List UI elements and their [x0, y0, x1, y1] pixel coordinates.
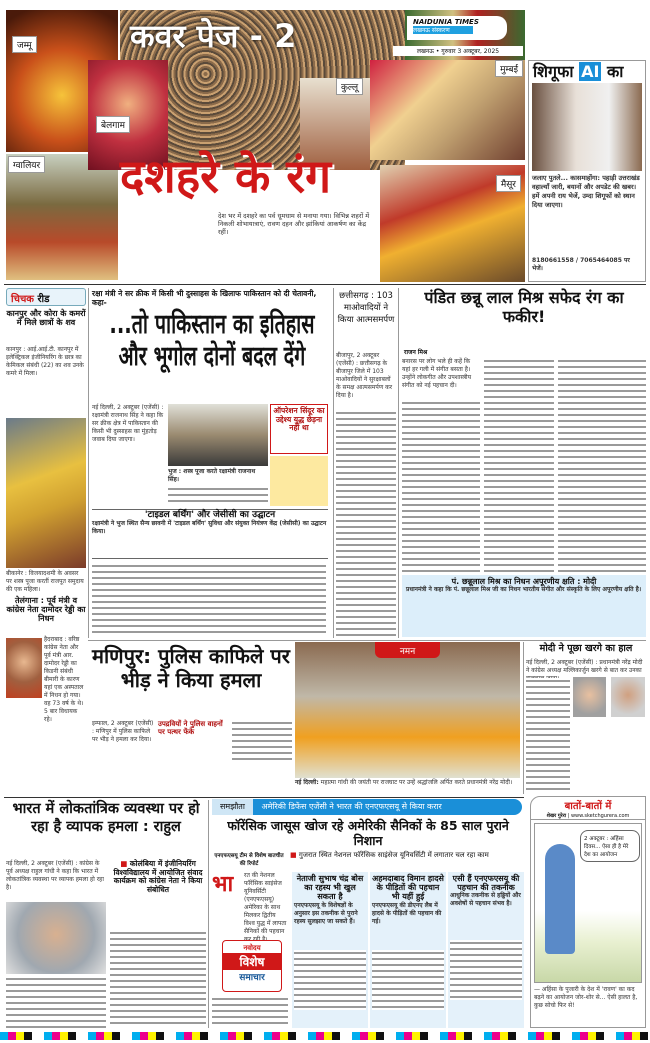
brand-edition: लखनऊ संस्करण: [413, 26, 473, 34]
tidal-berthing-text: रक्षामंत्री ने भुज स्थित सैन्य छावनी में 'टाइडल बर्थिंग' सुविधा और संयुक्त नियंत्रण केंद्र (जेसीसी) का उद्घाटन किया।: [92, 520, 327, 536]
modi-headline: मोदी ने पूछा खरगे का हाल: [539, 643, 633, 654]
modi-tribute-headline: पं. छन्नूलाल मिश्र का निधन अपूरणीय क्षति : मोदी: [451, 577, 597, 586]
photo-label: मैसूर: [496, 175, 521, 192]
badge-bottom: समाचार: [239, 973, 265, 983]
forensic-box-text: एनएफएसयू के विशेषज्ञों के अनुसार इस तकनीक से पुराने रहस्य सुलझाए जा सकते हैं।: [294, 901, 358, 925]
photo-label: मुम्बई: [495, 60, 523, 77]
quote-box: [270, 404, 328, 454]
shigufa-text: जलाए पुतले... कासमाहोंगा: पहाड़ी उत्तराखंड वहाल्याँ जारी, बयानों और अपडेट की खबर। हमें अपनी राय भेजें, उम्दा शिगूफों को स्थान दिया जाएगा।: [532, 174, 640, 210]
photo-label: ग्वालियर: [8, 156, 45, 173]
photo-damodar-reddy: [6, 638, 42, 698]
forensic-box-1: [292, 872, 368, 1028]
chhannulal-headline: पंडित छन्नू लाल मिश्र सफेद रंग का फकीर!: [424, 288, 624, 326]
sidebar-story2-headline: तेलंगाना : पूर्व मंत्री व कांग्रेस नेता दामोदर रेड्डी का निधन: [6, 596, 86, 624]
manipur-body: [232, 720, 292, 760]
shigufa-title-post: का: [607, 62, 624, 81]
cartoon-figure: [545, 844, 575, 954]
dussehra-title: दशहरे के रंग: [120, 149, 332, 203]
badge-post: रीड: [37, 294, 50, 305]
sidebar-story2-text: हैदराबाद : वरिष्ठ कांग्रेस नेता और पूर्व मंत्री आर. दामोदर रेड्डी का किडनी संबंधी बीमारी के कारण यहां एक अस्पताल में निधन हो गया। वह 73 वर्ष के थे। 5 बार विधायक रहे।: [44, 636, 84, 723]
forensic-body: [212, 996, 288, 1028]
photo-modi: [573, 677, 606, 717]
brand-name: NAIDUNIA TIMES: [413, 18, 479, 26]
cartoon-bubble: 2 अक्टूबर : अहिंसा दिवस... ऐसा ही है मेरे देश का आयोजन: [580, 830, 640, 862]
forensic-kicker: अमेरिकी डिफेंस एजेंसी ने भारत की एनएफएसयू से किया करार: [261, 802, 442, 811]
navodaya-special-badge: [222, 940, 282, 992]
chhannulal-body-col2: [484, 358, 554, 572]
lead-kicker: रक्षा मंत्री ने सर क्रीक में किसी भी दुस्साहस के खिलाफ पाकिस्तान को दी चेतावनी, कहा-: [92, 289, 317, 307]
forensic-tag: समझौता: [212, 799, 253, 815]
lead-text-col2: [168, 486, 268, 506]
chhannulal-body: [402, 400, 480, 572]
color-registration-strip: [0, 1032, 650, 1040]
manipur-headline: मणिपुर: पुलिस काफिले पर भीड़ ने किया हमला: [92, 644, 290, 692]
bullet-icon: ■: [120, 859, 128, 868]
photo-mumbai: [370, 60, 525, 160]
lead-photo-caption: भुज : शस्त्र पूजा करते रक्षामंत्री राजनाथ सिंह।: [168, 468, 256, 483]
tidal-berthing-box: [92, 509, 328, 559]
rahul-headline: भारत में लोकतांत्रिक व्यवस्था पर हो रहा है व्यापक हमला : राहुल: [12, 801, 200, 835]
rahul-body: [6, 976, 106, 1028]
photo-mysore: [380, 165, 525, 282]
naman-caption: [295, 779, 520, 796]
lead-body-text: [92, 563, 326, 635]
forensic-boxes: [292, 872, 524, 1028]
brand-box: [407, 16, 507, 40]
shigufa-image: [532, 83, 642, 171]
manipur-pullquote: उपद्रवियों ने पुलिस वाहनों पर पत्थर फेंके: [158, 720, 223, 737]
shigufa-contact: 8180661558 / 7065464085 पर भेजें।: [532, 257, 630, 273]
forensic-box-headline: अहमदाबाद विमान हादसे के पीड़ितों की पहचान भी यहीं हुई: [372, 874, 444, 902]
divider: [88, 288, 89, 638]
badge-top: नवोदय: [243, 944, 261, 952]
cartoon-image: [534, 823, 642, 983]
lead-text: नई दिल्ली, 2 अक्टूबर (एजेंसी) : रक्षामंत्री राजनाथ सिंह ने कहा कि सर क्रीक क्षेत्र में पाकिस्तान की किसी भी दुस्साहस का मुंहतोड़ जवाब दिया जाएगा।: [92, 404, 164, 443]
naman-caption-text: महात्मा गांधी की जयंती पर राजघाट पर उन्हें श्रद्धांजलि अर्पित करते प्रधानमंत्री नरेंद्र मोदी।: [320, 779, 513, 786]
shigufa-title-pre: शिगूफा: [533, 62, 574, 81]
forensic-box-body: [294, 950, 366, 1010]
manipur-text: इम्फाल, 2 अक्टूबर (एजेंसी) : मणिपुर में पुलिस काफिले पर भीड़ ने हमला कर दिया।: [92, 720, 154, 743]
rahul-subheadline-text: कोलंबिया में इंजीनियरिंग विश्वविद्यालय में आयोजित संवाद कार्यक्रम को कांग्रेस नेता ने किया संबोधित: [113, 859, 203, 894]
photo-label: कुल्लू: [336, 78, 363, 95]
photo-bikaner: [6, 418, 86, 568]
sidebar-story1-text: कानपुर : आई.आई.टी. कानपुर में इलेक्ट्रिकल इंजीनियरिंग के छात्र का केमिकल संबंधी (22) का शव उनके कमरे में मिला।: [6, 346, 84, 377]
chhannulal-text: बनारस पर लोग भले ही कहें कि यहां हर गली में संगीत बसता है। उन्होंने लोकगीत और उपशास्त्रीय संगीत को नई पहचान दी।: [402, 358, 472, 389]
shigufa-box: [528, 60, 646, 282]
badge-mid: विशेष: [223, 953, 281, 970]
forensic-box-headline: नेताजी सुभाष चंद्र बोस का रहस्य भी खुल सकता है: [296, 874, 364, 902]
photo-kharge: [611, 677, 645, 717]
modi-tribute-text: प्रधानमंत्री ने कहा कि पं. छन्नूलाल मिश्र जी का निधन भारतीय संगीत और संस्कृति के लिए अपूरणीय क्षति है।: [406, 586, 642, 594]
photo-label: जम्मू: [12, 36, 37, 53]
divider: [333, 288, 334, 638]
cartoon-artist: शेखर गुरेरा: [546, 812, 567, 819]
forensic-box-body: [450, 940, 522, 1000]
photo-rajnath: [168, 404, 268, 466]
chhannulal-byline: राजन मिश्र: [404, 349, 428, 356]
vichak-read-badge: [6, 288, 86, 306]
photo-rajghat: [295, 642, 520, 778]
chhattisgarh-text: बीजापुर, 2 अक्टूबर (एजेंसी) : छत्तीसगढ़ के बीजापुर जिले में 103 माओवादियों ने सुरक्षाबलों के समक्ष आत्मसमर्पण कर दिया है।: [336, 352, 393, 399]
quote-box-text: ऑपरेशन सिंदूर का उद्देश्य युद्ध छेड़ना नहीं था: [273, 406, 325, 433]
lead-headline: ...तो पाकिस्तान का इतिहास और भूगोल दोनों बदल देंगे: [109, 309, 315, 372]
modi-text: नई दिल्ली, 2 अक्टूबर (एजेंसी) : प्रधानमंत्री नरेंद्र मोदी ने कांग्रेस अध्यक्ष मल्लिकार्जुन खरगे से बात कर उनका: [526, 659, 643, 674]
cartoon-site: www.sketchgurera.com: [570, 812, 630, 819]
divider: [208, 800, 209, 1028]
rahul-text: नई दिल्ली, 2 अक्टूबर (एजेंसी) : कांग्रेस के पूर्व अध्यक्ष राहुल गांधी ने कहा कि भारत में लोकतांत्रिक व्यवस्था पर व्यापक हमला हो रहा है।: [6, 860, 104, 891]
tidal-berthing-headline: 'टाइडल बर्थिंग' और जेसीसी का उद्घाटन: [144, 510, 276, 520]
divider: [88, 640, 646, 641]
forensic-box-body: [372, 950, 444, 1010]
forensic-strap-text: गुजरात स्थित नेशनल फॉरेंसिक साइंसेज यूनिवर्सिटी में लगातार चल रहा काम: [298, 851, 489, 859]
forensic-box-headline: एसी हैं एनएफएसयू की पहचान की तकनीक: [452, 874, 520, 893]
divider: [4, 797, 524, 798]
bullet-icon: ■: [290, 851, 297, 859]
cartoon-caption: — अहिंसा के पुजारी के देश में 'रावण' का कद बढ़ने का आयोजन जोर-शोर से... ऐसी हालत है, कुछ सोचो फिर से!: [534, 985, 638, 1009]
modi-body: [526, 678, 570, 793]
photo-label: बेलगाम: [96, 116, 130, 133]
forensic-side-note: एनएफएसयू टीम से विशेष बातचीत की रिपोर्ट: [214, 853, 284, 867]
dateline: लखनऊ • गुरुवार 3 अक्टूबर, 2025: [393, 46, 523, 56]
forensic-drop-cap: भा: [212, 872, 234, 897]
rahul-body-col2: [110, 930, 206, 1028]
shigufa-title-ai: AI: [581, 62, 600, 81]
chhattisgarh-headline: छत्तीसगढ़ : 103 माओवादियों ने किया आत्मसमर्पण: [337, 291, 395, 325]
shigufa-title: [529, 61, 645, 83]
cartoon-title: बातों-बातों में: [564, 801, 612, 812]
forensic-box-3: [448, 872, 524, 1028]
divider: [4, 284, 646, 285]
quote-box-detail: [270, 456, 328, 506]
rahul-subheadline: [110, 860, 206, 895]
naman-caption-place: नई दिल्ली:: [295, 779, 319, 786]
badge-pre: चिचक: [11, 294, 34, 305]
forensic-tag-bar: [212, 799, 522, 815]
forensic-strap: [290, 851, 524, 860]
forensic-text: रत की नेशनल फॉरेंसिक साइंसेज यूनिवर्सिटी (एनएफएसयू) अमेरिका के साथ मिलकर द्वितीय विश्व युद्ध में लापता सैनिकों की पहचान: [244, 872, 287, 935]
cartoon-credit: शेखर गुरेरा | www.sketchgurera.com: [531, 813, 645, 820]
lead-headline-wrap: [92, 309, 332, 395]
forensic-headline: फॉरेंसिक जासूस खोज रहे अमेरिकी सैनिकों के 85 साल पुराने निशान: [227, 818, 509, 848]
photo-gwalior: [6, 154, 118, 280]
cartoon-box: [530, 796, 646, 1028]
chhannulal-body-col3: [558, 358, 646, 572]
photo-rahul: [6, 902, 106, 974]
forensic-box-2: [370, 872, 446, 1028]
divider: [398, 288, 399, 638]
dussehra-caption: देश भर में दशहरे का पर्व धूमधाम से मनाया गया। विभिन्न शहरों में निकली शोभायात्राएं, रावण दहन और झांकियां आकर्षण का केंद्र रहीं।: [218, 212, 370, 236]
forensic-box-text: आधुनिक तकनीक से हड्डियों और अवशेषों से पहचान संभव है।: [450, 892, 521, 908]
sidebar-photo-caption: बीकानेर : विजयादशमी के अवसर पर शस्त्र पूजा करतीं राजपूत समुदाय की एक महिला।: [6, 570, 84, 593]
sidebar-story1-headline: कानपुर और कोरा के कमरों में मिले छात्रों के शव: [6, 309, 86, 328]
page-title: कवर पेज - 2: [130, 17, 297, 55]
forensic-box-text: एनएफएसयू की डीएनए लैब में हादसे के पीड़ितों की पहचान की गई।: [372, 901, 442, 925]
naman-tag: नमन: [375, 642, 440, 658]
divider: [523, 642, 524, 794]
chhattisgarh-body: [336, 410, 396, 636]
modi-tribute-box: [402, 575, 646, 637]
